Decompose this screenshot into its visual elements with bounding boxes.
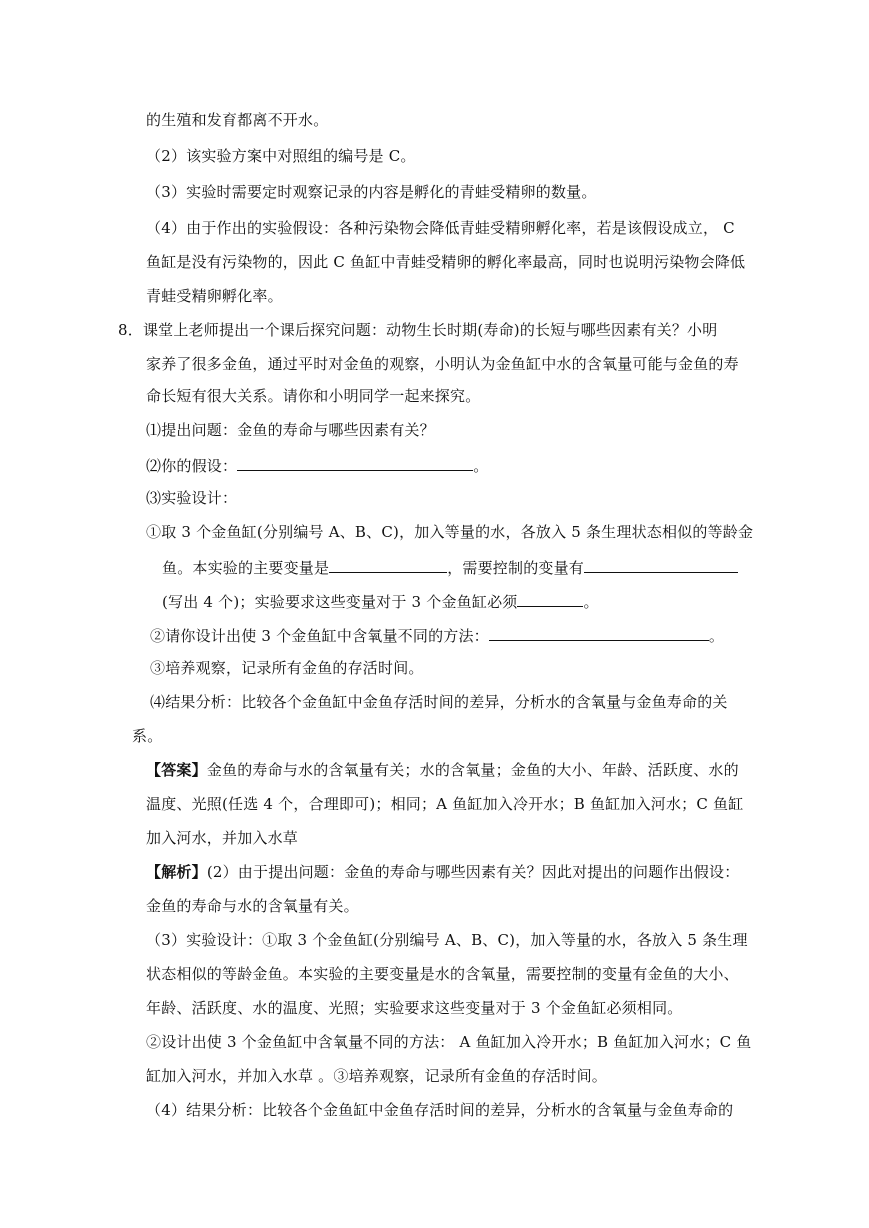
text-span: 加入河水，并加入水草: [146, 829, 299, 847]
text-span: ②设计出使 3 个金鱼缸中含氧量不同的方法： A 鱼缸加入冷开水；B 鱼缸加入河水；C 鱼: [146, 1033, 752, 1051]
variables-line-2: [162, 590, 599, 612]
text-line: [146, 252, 745, 272]
text-line: [146, 488, 237, 508]
text-line: [146, 218, 735, 238]
text-span: 鱼。本实验的主要变量是: [162, 559, 330, 577]
text-span: （3）实验设计：①取 3 个金鱼缸(分别编号 A、B、C)，加入等量的水，各放入 5 条生理: [146, 931, 748, 949]
answer-line: [146, 760, 739, 780]
text-span: 金鱼的寿命与水的含氧量有关；水的含氧量；金鱼的大小、年龄、活跃度、水的: [206, 761, 739, 779]
text-span: 青蛙受精卵孵化率。: [146, 287, 283, 305]
text-line: [146, 1032, 752, 1052]
text-line: [146, 286, 283, 306]
text-line: [146, 1066, 607, 1086]
variables-line: [162, 556, 738, 578]
text-span: (写出 4 个)；实验要求这些变量对于 3 个金鱼缸必须: [162, 593, 518, 611]
text-span: 8．课堂上老师提出一个课后探究问题：动物生长时期(寿命)的长短与哪些因素有关？小明: [118, 321, 718, 339]
text-line: [150, 658, 424, 678]
text-span: （4）由于作出的实验假设：各种污染物会降低青蛙受精卵孵化率，若是该假设成立， C: [146, 219, 735, 237]
text-line: [146, 964, 739, 984]
analysis-label: 【解析】: [146, 863, 207, 881]
text-span: （3）实验时需要定时观察记录的内容是孵化的青蛙受精卵的数量。: [146, 183, 597, 201]
text-line: [146, 146, 416, 166]
text-span: 。: [583, 593, 599, 611]
text-line: [146, 420, 435, 440]
text-span: ⑴提出问题：金鱼的寿命与哪些因素有关？: [146, 421, 435, 439]
text-span: （2）该实验方案中对照组的编号是 C。: [146, 147, 416, 165]
text-line: [132, 726, 162, 746]
text-line: [146, 794, 743, 814]
text-span: ②请你设计出使 3 个金鱼缸中含氧量不同的方法：: [150, 627, 489, 645]
analysis-line: [146, 862, 739, 882]
text-span: ⑷结果分析：比较各个金鱼缸中金鱼存活时间的差异，分析水的含氧量与金鱼寿命的关: [150, 693, 728, 711]
text-line: [150, 692, 728, 712]
text-line: [146, 828, 298, 848]
answer-blank[interactable]: [584, 556, 738, 573]
text-line: [146, 522, 753, 542]
text-span: 命长短有很大关系。请你和小明同学一起来探究。: [146, 387, 481, 405]
text-span: (2）由于提出问题：金鱼的寿命与哪些因素有关？因此对提出的问题作出假设：: [206, 863, 740, 881]
text-span: ，需要控制的变量有: [447, 559, 585, 577]
text-span: 家养了很多金鱼，通过平时对金鱼的观察，小明认为金鱼缸中水的含氧量可能与金鱼的寿: [146, 355, 739, 373]
text-span: （4）结果分析：比较各个金鱼缸中金鱼存活时间的差异，分析水的含氧量与金鱼寿命的: [146, 1101, 734, 1119]
text-span: 。: [708, 627, 725, 645]
text-line: [146, 182, 597, 202]
text-span: ⑵你的假设：: [146, 457, 238, 475]
hypothesis-line: [146, 454, 488, 476]
text-span: 系。: [132, 727, 163, 745]
text-line: [146, 896, 359, 916]
answer-blank[interactable]: [489, 624, 709, 641]
text-line: [146, 110, 328, 130]
text-span: ③培养观察，记录所有金鱼的存活时间。: [150, 659, 424, 677]
answer-blank[interactable]: [517, 590, 583, 607]
text-span: 状态相似的等龄金鱼。本实验的主要变量是水的含氧量，需要控制的变量有金鱼的大小、: [146, 965, 739, 983]
text-span: 金鱼的寿命与水的含氧量有关。: [146, 897, 359, 915]
answer-blank[interactable]: [329, 556, 447, 573]
text-span: 的生殖和发育都离不开水。: [146, 111, 329, 129]
text-span: 缸加入河水，并加入水草 。③培养观察，记录所有金鱼的存活时间。: [146, 1067, 607, 1085]
text-line: [146, 386, 480, 406]
text-span: ⑶实验设计：: [146, 489, 238, 507]
method-line: [150, 624, 724, 646]
answer-blank[interactable]: [237, 454, 473, 471]
text-span: 。: [473, 457, 489, 475]
text-line: [146, 354, 739, 374]
answer-label: 【答案】: [146, 761, 207, 779]
text-span: 年龄、活跃度、水的温度、光照；实验要求这些变量对于 3 个金鱼缸必须相同。: [146, 999, 683, 1017]
text-line: [146, 930, 748, 950]
question-8-line: [118, 320, 717, 340]
text-span: ①取 3 个金鱼缸(分别编号 A、B、C)，加入等量的水，各放入 5 条生理状态相似的等龄金: [146, 523, 754, 541]
text-span: 鱼缸是没有污染物的，因此 C 鱼缸中青蛙受精卵的孵化率最高，同时也说明污染物会降低: [146, 253, 746, 271]
text-line: [146, 998, 682, 1018]
text-line: [146, 1100, 733, 1120]
text-span: 温度、光照(任选 4 个，合理即可)；相同；A 鱼缸加入冷开水；B 鱼缸加入河水；C 鱼缸: [146, 795, 744, 813]
